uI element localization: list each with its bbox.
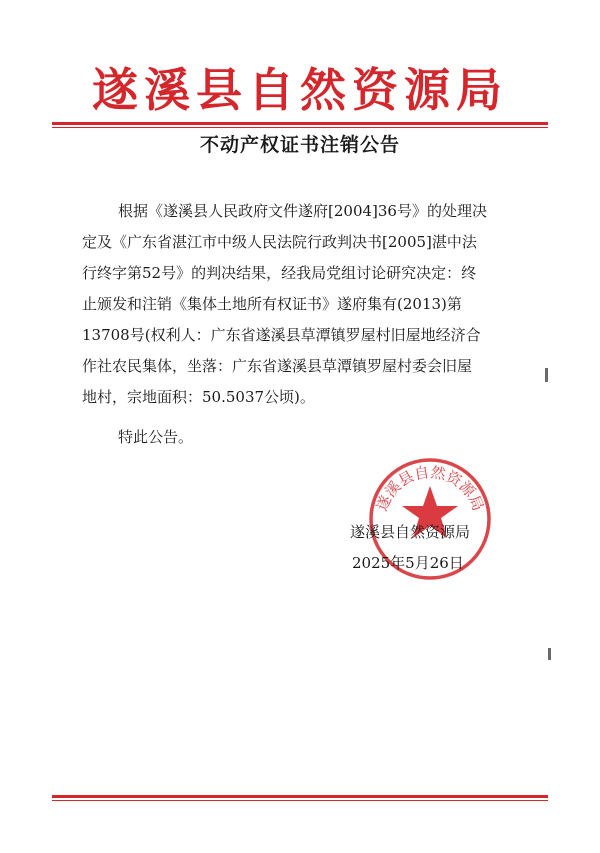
header-rule-thick bbox=[52, 122, 548, 125]
issuer-heading: 遂溪县自然资源局 bbox=[92, 63, 508, 117]
body-line: 13708号(权利人：广东省遂溪县草潭镇罗屋村旧屋地经济合 bbox=[82, 326, 481, 344]
body-line: 行终字第52号》的判决结果，经我局党组讨论研究决定：终 bbox=[82, 264, 477, 282]
body-line: 作社农民集体，坐落：广东省遂溪县草潭镇罗屋村委会旧屋 bbox=[82, 357, 473, 375]
body-line: 根据《遂溪县人民政府文件遂府[2004]36号》的处理决 bbox=[118, 202, 487, 220]
scan-mark bbox=[545, 368, 548, 382]
footer-rule-thin bbox=[52, 800, 548, 801]
body-line: 止颁发和注销《集体土地所有权证书》遂府集有(2013)第 bbox=[82, 295, 462, 313]
signature-organization: 遂溪县自然资源局 bbox=[350, 523, 471, 541]
body-line: 地村，宗地面积：50.5037公顷)。 bbox=[82, 388, 315, 406]
footer-rule-thick bbox=[52, 795, 548, 798]
notice-body bbox=[82, 196, 560, 413]
notice-title: 不动产权证书注销公告 bbox=[199, 134, 400, 156]
closing-remark: 特此公告。 bbox=[118, 428, 194, 446]
seal-lettering: 遂溪县自然资源局 bbox=[372, 463, 488, 514]
scan-mark bbox=[548, 648, 551, 660]
signature-date: 2025年5月26日 bbox=[352, 554, 464, 572]
body-line: 定及《广东省湛江市中级人民法院行政判决书[2005]湛中法 bbox=[82, 233, 477, 251]
header-rule-thin bbox=[52, 127, 548, 128]
